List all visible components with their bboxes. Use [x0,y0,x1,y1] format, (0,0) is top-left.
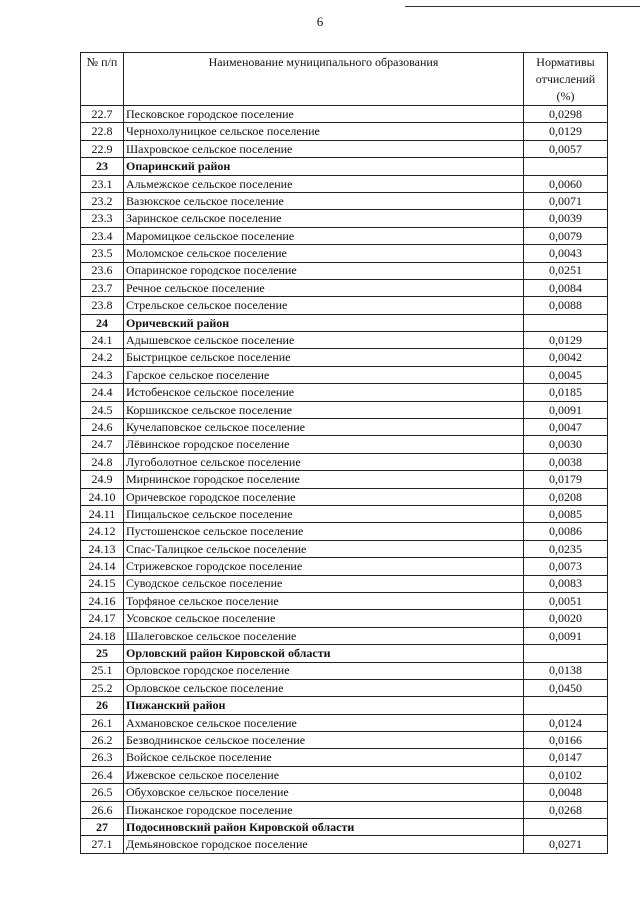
normative-value: 0,0088 [524,297,608,314]
row-number: 24.11 [81,505,124,522]
municipality-name: Обуховское сельское поселение [124,784,524,801]
municipality-name: Орловский район Кировской области [124,645,524,662]
district-row [81,645,608,662]
municipality-name: Пижанский район [124,697,524,714]
normative-value: 0,0060 [524,175,608,192]
normative-value [524,697,608,714]
table-row [81,297,608,314]
table-row [81,192,608,209]
row-number: 23 [81,158,124,175]
row-number: 27 [81,819,124,836]
row-number: 26.3 [81,749,124,766]
municipality-name: Войское сельское поселение [124,749,524,766]
normative-value: 0,0042 [524,349,608,366]
municipality-name: Суводское сельское поселение [124,575,524,592]
normative-value: 0,0051 [524,592,608,609]
table-row [81,488,608,505]
normative-value: 0,0138 [524,662,608,679]
normative-value: 0,0086 [524,523,608,540]
table-header-row [81,53,608,106]
normative-value: 0,0043 [524,245,608,262]
row-number: 24.15 [81,575,124,592]
municipality-name: Шалеговское сельское поселение [124,627,524,644]
table-row [81,679,608,696]
row-number: 24.13 [81,540,124,557]
normative-value: 0,0045 [524,366,608,383]
municipality-name: Стрижевское городское поселение [124,558,524,575]
municipality-name: Быстрицкое сельское поселение [124,349,524,366]
table-row [81,784,608,801]
page-number: 6 [316,14,324,29]
normatives-table [80,52,608,854]
municipality-name: Вазюкское сельское поселение [124,192,524,209]
table-row [81,140,608,157]
row-number: 22.7 [81,106,124,123]
normative-value: 0,0020 [524,610,608,627]
table-row [81,801,608,818]
municipality-name: Альмежское сельское поселение [124,175,524,192]
normative-value: 0,0091 [524,627,608,644]
normative-value: 0,0085 [524,505,608,522]
row-number: 24.5 [81,401,124,418]
row-number: 25 [81,645,124,662]
normative-value: 0,0251 [524,262,608,279]
municipality-name: Моломское сельское поселение [124,245,524,262]
district-row [81,819,608,836]
row-number: 26.6 [81,801,124,818]
municipality-name: Пустошенское сельское поселение [124,523,524,540]
municipality-name: Адышевское сельское поселение [124,332,524,349]
table-row [81,558,608,575]
municipality-name: Пижанское городское поселение [124,801,524,818]
table-row [81,627,608,644]
table-row [81,384,608,401]
municipality-name: Заринское сельское поселение [124,210,524,227]
row-number: 26.5 [81,784,124,801]
row-number: 24.7 [81,436,124,453]
row-number: 24 [81,314,124,331]
table-row [81,662,608,679]
normative-value: 0,0079 [524,227,608,244]
municipality-name: Опаринский район [124,158,524,175]
table-row [81,436,608,453]
normative-value: 0,0129 [524,123,608,140]
row-number: 24.14 [81,558,124,575]
row-number: 25.1 [81,662,124,679]
row-number: 23.8 [81,297,124,314]
municipality-name: Орловское сельское поселение [124,679,524,696]
row-number: 24.6 [81,419,124,436]
normative-value: 0,0071 [524,192,608,209]
municipality-name: Гарское сельское поселение [124,366,524,383]
normative-value [524,819,608,836]
normative-value: 0,0039 [524,210,608,227]
normative-value: 0,0271 [524,836,608,853]
municipality-name: Опаринское городское поселение [124,262,524,279]
normative-value: 0,0179 [524,471,608,488]
table-row [81,349,608,366]
normative-value: 0,0102 [524,766,608,783]
municipality-name: Истобенское сельское поселение [124,384,524,401]
table-row [81,749,608,766]
row-number: 23.7 [81,279,124,296]
municipality-name: Подосиновский район Кировской области [124,819,524,836]
table-body [81,106,608,854]
normative-value: 0,0185 [524,384,608,401]
row-number: 24.3 [81,366,124,383]
municipality-name: Ижевское сельское поселение [124,766,524,783]
row-number: 26 [81,697,124,714]
table-row [81,210,608,227]
municipality-name: Песковское городское поселение [124,106,524,123]
row-number: 22.9 [81,140,124,157]
row-number: 24.12 [81,523,124,540]
row-number: 27.1 [81,836,124,853]
normative-value [524,645,608,662]
normative-value [524,314,608,331]
table-row [81,714,608,731]
row-number: 24.8 [81,453,124,470]
municipality-name: Торфяное сельское поселение [124,592,524,609]
table-row [81,592,608,609]
table-row [81,227,608,244]
normative-value: 0,0147 [524,749,608,766]
municipality-name: Чернохолуницкое сельское поселение [124,123,524,140]
table-row [81,575,608,592]
district-row [81,158,608,175]
municipality-name: Речное сельское поселение [124,279,524,296]
table-row [81,836,608,853]
municipality-name: Лёвинское городское поселение [124,436,524,453]
municipality-name: Спас-Талицкое сельское поселение [124,540,524,557]
municipality-name: Орловское городское поселение [124,662,524,679]
municipality-name: Стрельское сельское поселение [124,297,524,314]
row-number: 22.8 [81,123,124,140]
normative-value: 0,0450 [524,679,608,696]
table-row [81,523,608,540]
row-number: 26.4 [81,766,124,783]
header-number: № п/п [81,53,124,106]
municipality-name: Маромицкое сельское поселение [124,227,524,244]
normative-value: 0,0030 [524,436,608,453]
municipality-name: Ахмановское сельское поселение [124,714,524,731]
normative-value: 0,0047 [524,419,608,436]
row-number: 26.1 [81,714,124,731]
table-row [81,732,608,749]
table-row [81,106,608,123]
row-number: 23.6 [81,262,124,279]
table-row [81,453,608,470]
row-number: 24.18 [81,627,124,644]
normative-value: 0,0208 [524,488,608,505]
district-row [81,314,608,331]
table-row [81,505,608,522]
municipality-name: Демьяновское городское поселение [124,836,524,853]
table-row [81,419,608,436]
top-rule [405,6,640,7]
municipality-name: Усовское сельское поселение [124,610,524,627]
row-number: 24.10 [81,488,124,505]
district-row [81,697,608,714]
table-row [81,262,608,279]
table-row [81,471,608,488]
row-number: 24.9 [81,471,124,488]
row-number: 24.16 [81,592,124,609]
normative-value: 0,0048 [524,784,608,801]
row-number: 23.3 [81,210,124,227]
row-number: 25.2 [81,679,124,696]
table-row [81,245,608,262]
table-row [81,279,608,296]
row-number: 23.4 [81,227,124,244]
normative-value: 0,0057 [524,140,608,157]
normative-value: 0,0235 [524,540,608,557]
normative-value: 0,0038 [524,453,608,470]
normative-value: 0,0166 [524,732,608,749]
municipality-name: Безводнинское сельское поселение [124,732,524,749]
table-row [81,766,608,783]
row-number: 23.2 [81,192,124,209]
normative-value: 0,0083 [524,575,608,592]
municipality-name: Кучелаповское сельское поселение [124,419,524,436]
header-municipality-name: Наименование муниципального образования [124,53,524,106]
municipality-name: Оричевский район [124,314,524,331]
municipality-name: Шахровское сельское поселение [124,140,524,157]
table-row [81,366,608,383]
table-row [81,332,608,349]
table-row [81,175,608,192]
table-row [81,540,608,557]
normative-value: 0,0091 [524,401,608,418]
row-number: 26.2 [81,732,124,749]
municipality-name: Оричевское городское поселение [124,488,524,505]
table-row [81,401,608,418]
municipality-name: Пищальское сельское поселение [124,505,524,522]
normative-value: 0,0073 [524,558,608,575]
row-number: 24.17 [81,610,124,627]
normative-value: 0,0124 [524,714,608,731]
normative-value [524,158,608,175]
table-row [81,123,608,140]
header-normatives: Нормативы отчислений (%) [524,53,608,106]
municipality-name: Лугоболотное сельское поселение [124,453,524,470]
row-number: 24.1 [81,332,124,349]
row-number: 23.1 [81,175,124,192]
normative-value: 0,0298 [524,106,608,123]
municipality-name: Коршикское сельское поселение [124,401,524,418]
municipality-name: Мирнинское городское поселение [124,471,524,488]
row-number: 24.4 [81,384,124,401]
normative-value: 0,0268 [524,801,608,818]
normative-value: 0,0129 [524,332,608,349]
normative-value: 0,0084 [524,279,608,296]
row-number: 24.2 [81,349,124,366]
table-row [81,610,608,627]
row-number: 23.5 [81,245,124,262]
